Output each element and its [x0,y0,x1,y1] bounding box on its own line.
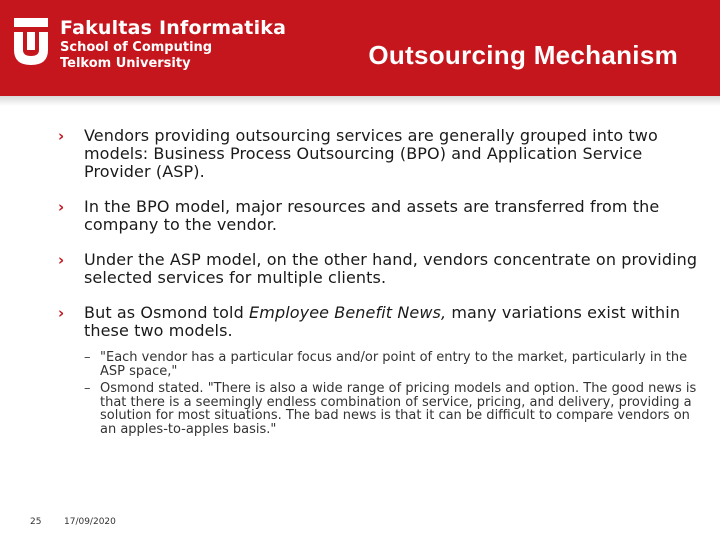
chevron-right-icon: › [58,251,65,269]
slide-title: Outsourcing Mechanism [368,40,678,70]
header-shadow [0,96,720,106]
bullet-item [58,127,698,181]
logo-school-name: School of Computing [60,40,213,55]
logo-faculty-name: Fakultas Informatika [60,17,287,39]
page-number: 25 [30,517,42,527]
slide-content [58,127,698,440]
slide-date: 17/09/2020 [64,517,116,527]
sub-bullet-item [84,382,698,436]
bullet-text-italic: Employee Benefit News, [249,303,447,322]
bullet-item [58,198,698,234]
header-bar [0,0,720,96]
bullet-item [58,304,698,340]
bullet-text-start: But as Osmond told [84,303,250,322]
bullet-text: Vendors providing outsourcing services are generally grouped into two models: Business Process Outsourcing (BPO) and Application Service Provider (ASP). [84,126,658,181]
sub-bullet-text: "Each vendor has a particular focus and/or point of entry to the market, particularly in the ASP space," [100,350,688,379]
bullet-item [58,251,698,287]
bullet-text-end: many variations exist within these two models. [84,303,681,340]
sub-bullet-text: Osmond stated. "There is also a wide range of pricing models and option. The good news is that there is a seemingly endless combination of service, pricing, and delivery, providing a solution for most situations. The bad news is that it can be difficult to compare vendors on an apples-to-apples basis." [100,381,697,437]
university-logo-icon [14,18,48,66]
chevron-right-icon: › [58,127,65,145]
sub-bullet-list [84,351,698,436]
logo-text [60,16,286,72]
bullet-text: Under the ASP model, on the other hand, vendors concentrate on providing selected services for multiple clients. [84,250,698,287]
chevron-right-icon: › [58,304,65,322]
logo-university-name: Telkom University [60,56,191,71]
sub-bullet-item [84,351,698,378]
dash-icon: – [84,381,91,396]
chevron-right-icon: › [58,198,65,216]
bullet-text: In the BPO model, major resources and assets are transferred from the company to the vendor. [84,197,660,234]
dash-icon: – [84,350,91,365]
